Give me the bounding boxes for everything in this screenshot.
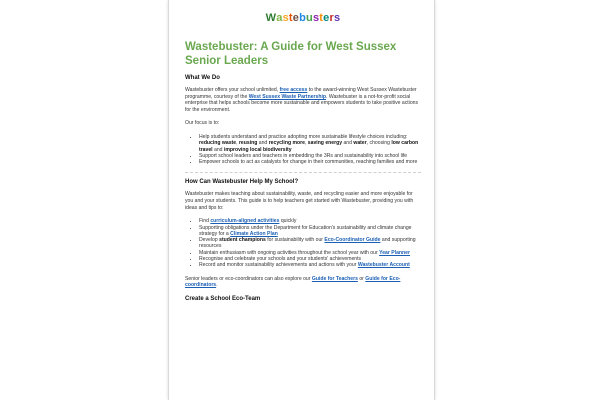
text: and [257, 140, 269, 147]
section-heading-eco-team: Create a School Eco-Team [185, 295, 261, 302]
text: or [357, 275, 366, 282]
help-paragraph: Wastebuster makes teaching about sustainability, waste, and recycling easier and more enjoyable for you and your students. This guide is to help teachers get started with Wastebuster, providing you with ideas and tips to: [185, 191, 414, 211]
bold-text: reusing [238, 140, 258, 147]
text: . Wastebuster is a not-for-profit social enterprise that helps schools become more sustainable and empowers students to take positive actions for the environment. [185, 93, 419, 113]
text: , [304, 140, 308, 147]
text: Find [199, 218, 211, 225]
bold-text: recycling more [268, 140, 305, 147]
section-divider [185, 172, 421, 173]
section-heading-what-we-do: What We Do [185, 75, 220, 81]
year-planner-link[interactable]: Year Planner [379, 249, 410, 256]
text: Maintain enthusiasm with ongoing activities throughout the school year with our [199, 249, 380, 256]
text: and [342, 140, 354, 147]
list-item [199, 225, 421, 238]
wastebuster-account-link[interactable]: Wastebuster Account [357, 262, 410, 269]
text: for sustainability with our [265, 237, 325, 244]
west-sussex-waste-partnership-link[interactable]: West Sussex Waste Partnership [248, 93, 326, 100]
guide-for-eco-coordinators-link[interactable]: Guide for Eco-coordinators [185, 275, 401, 289]
logo-letter: s [282, 12, 289, 24]
logo-letter: b [299, 12, 307, 24]
free-access-link[interactable]: free access [279, 87, 308, 93]
bold-text: saving energy [307, 140, 343, 147]
logo-letter: W [265, 12, 277, 24]
text: Help students understand and practice adopting more sustainable lifestyle choices including: [199, 133, 408, 140]
eco-coordinator-guide-link[interactable]: Eco-Coordinator Guide [324, 237, 381, 244]
text: Wastebuster offers your school unlimited, [185, 87, 280, 93]
bold-text: student champions [219, 237, 266, 244]
list-item [199, 262, 421, 268]
text: Senior leaders or eco-coordinators can also explore our [185, 275, 312, 282]
logo-letter: t [288, 12, 293, 24]
logo-letter: e [292, 12, 300, 24]
list-item: • Support school leaders and teachers in embedding the 3Rs and sustainability into school life [199, 153, 421, 159]
logo-letter: t [319, 12, 324, 24]
help-list [185, 218, 421, 268]
text: and supporting resources [199, 237, 416, 250]
text: and [212, 146, 224, 153]
focus-intro: Our focus is to: [185, 120, 220, 127]
wastebusters-logo [185, 8, 421, 28]
logo-letter: s [312, 12, 320, 24]
logo-letter: e [323, 12, 330, 24]
guide-for-teachers-link[interactable]: Guide for Teachers [311, 275, 358, 282]
text: to the award-winning West Sussex Wastebuster programme, courtesy of the [185, 87, 417, 100]
guides-paragraph [185, 276, 421, 289]
logo-letter: u [306, 12, 313, 24]
list-item [199, 134, 421, 153]
section-heading-how-can-help: How Can Wastebuster Help My School? [185, 179, 299, 186]
bold-text: water [353, 140, 367, 147]
logo-letter: s [333, 12, 341, 24]
text: Develop [199, 237, 220, 244]
bold-text: improving local biodiversity [223, 146, 292, 153]
text: quickly [279, 218, 297, 225]
text: Supporting obligations under the Department for Education's sustainability and climate change strategy for a [199, 224, 412, 237]
document-page [168, 0, 435, 400]
bold-text: low carbon travel [199, 140, 419, 153]
page-title: Wastebuster: A Guide for West Sussex Senior Leaders [185, 41, 397, 67]
logo-letter: a [276, 12, 283, 24]
list-item: • Recognise and celebrate your schools and your students' achievements [199, 256, 421, 262]
curriculum-aligned-activities-link[interactable]: curriculum-aligned activities [210, 218, 280, 225]
text: Record and monitor sustainability achievements and actions with your [199, 262, 358, 269]
text: , [236, 140, 239, 147]
list-item: • Empower schools to act as catalysts for change in their communities, reaching families and more [199, 159, 421, 165]
bold-text: reducing waste [199, 140, 237, 147]
logo-letter: r [329, 12, 334, 24]
text: . [216, 282, 218, 289]
list-item [199, 237, 421, 250]
climate-action-plan-link[interactable]: Climate Action Plan [230, 230, 278, 237]
text: , choosing [366, 140, 392, 147]
intro-paragraph [185, 87, 421, 113]
focus-list [185, 134, 421, 165]
